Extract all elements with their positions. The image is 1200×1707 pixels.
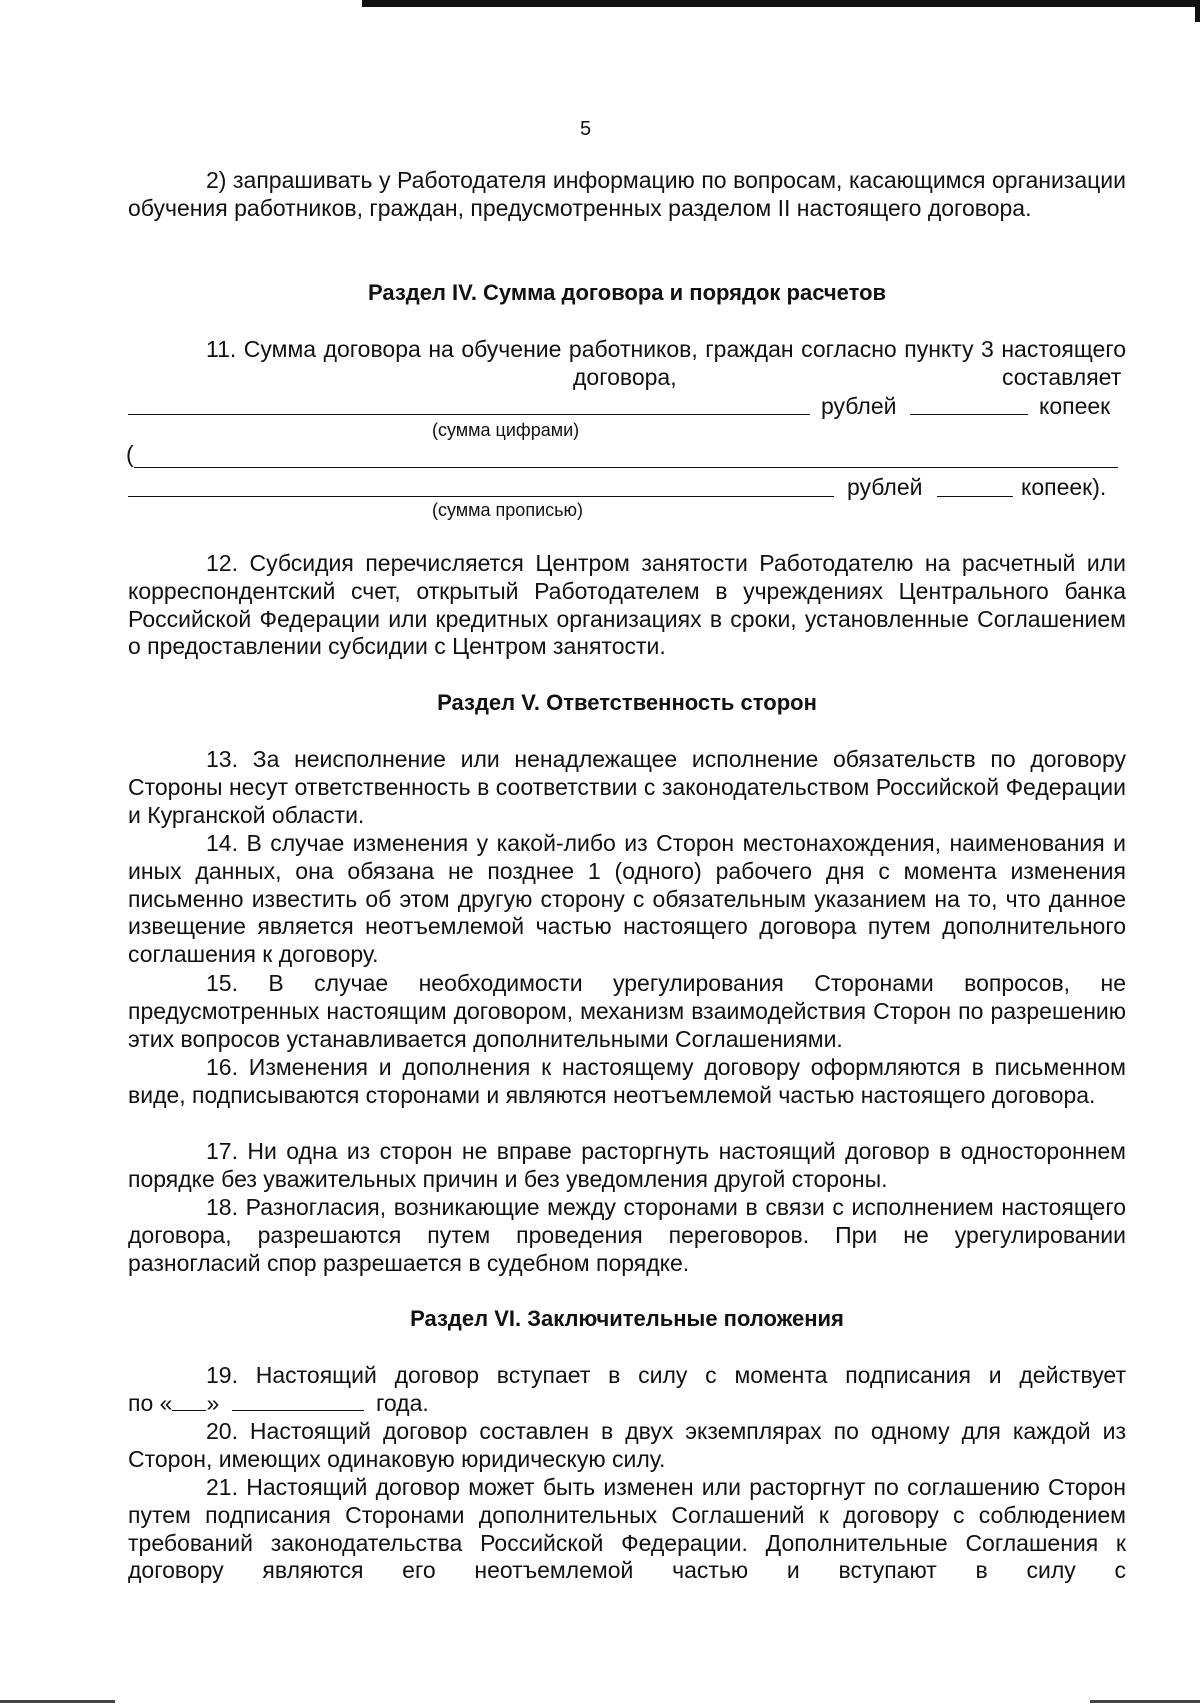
item-19-quote: » [206,1390,220,1416]
item-19-po: по « [128,1390,173,1416]
scan-edge-bottom-left [0,1700,115,1703]
item-19-date-line [128,1390,429,1416]
sum-digits-line [128,414,810,415]
kopecks-words-line [937,496,1013,497]
kopecks-digits-line [910,414,1028,415]
paragraph-item-12: 12. Субсидия перечисляется Центром занятости Работодателю на расчетный или корреспондентский счет, открытый Работодателем в учреждениях Центрального банка Российской Федерации или кредитных организациях в сроки, установленные Соглашением о предоставлении субсидии с Центром занятости. [128,550,1126,660]
rubles-label-2: рублей [847,474,923,500]
word-makes: составляет [1002,364,1122,390]
scan-edge-right [1195,0,1200,22]
paragraph-item-11: 11. Сумма договора на обучение работников, граждан согласно пункту 3 настоящего [206,336,1126,362]
rubles-label-1: рублей [821,393,897,419]
month-blank [232,1392,364,1411]
paragraph-item-14: 14. В случае изменения у какой-либо из Сторон местонахождения, наименования и иных данных, она обязана не позднее 1 (одного) рабочего дня с момента изменения письменно известить об этом другую сторону с обязательным указанием на то, что данное извещение является неотъемлемой частью настоящего договора путем дополнительного соглашения к договору. [128,830,1126,968]
scan-edge-bottom-right [1090,1700,1200,1703]
kopecks-label-1: копеек [1039,393,1111,419]
scan-edge-top [362,0,1200,7]
sum-words-caption: (сумма прописью) [432,500,583,520]
paragraph-item-16: 16. Изменения и дополнения к настоящему договору оформляются в письменном виде, подписываются сторонами и являются неотъемлемой частью настоящего договора. [128,1054,1126,1108]
open-paren: ( [126,441,134,467]
sum-words-line-2 [128,496,834,497]
paragraph-item-19: 19. Настоящий договор вступает в силу с момента подписания и действует [206,1362,1126,1388]
section-5-title: Раздел V. Ответственность сторон [437,690,817,715]
paragraph-item-2: 2) запрашивать у Работодателя информацию по вопросам, касающимся организации обучения работников, граждан, предусмотренных разделом II настоящего договора. [128,167,1126,221]
paragraph-item-20: 20. Настоящий договор составлен в двух экземплярах по одному для каждой из Сторон, имеющих одинаковую юридическую силу. [128,1418,1126,1472]
kopecks-close-label: копеек). [1021,474,1107,500]
section-6-title: Раздел VI. Заключительные положения [410,1306,844,1331]
paragraph-item-18: 18. Разногласия, возникающие между сторонами в связи с исполнением настоящего договора, разрешаются путем проведения переговоров. При не урегулировании разногласий спор разрешается в судебном порядке. [128,1194,1126,1276]
word-contract: договора, [573,364,677,390]
item-19-year: года. [376,1390,429,1416]
paragraph-item-21: 21. Настоящий договор может быть изменен или расторгнут по соглашению Сторон путем подписания Сторонами дополнительных Соглашений к договору с соблюдением требований законодательства Российской Федерации. Дополнительные Соглашения к договору являются его неотъемлемой частью и вступают в силу с [128,1474,1126,1584]
section-4-title: Раздел IV. Сумма договора и порядок расчетов [367,280,887,305]
sum-digits-caption: (сумма цифрами) [432,420,580,440]
paragraph-item-13: 13. За неисполнение или ненадлежащее исполнение обязательств по договору Стороны несут ответственность в соответствии с законодательством Российской Федерации и Курганской области. [128,746,1126,828]
paragraph-item-15: 15. В случае необходимости урегулирования Сторонами вопросов, не предусмотренных настоящим договором, механизм взаимодействия Сторон по разрешению этих вопросов устанавливается дополнительными Соглашениями. [128,970,1126,1052]
page-number: 5 [580,118,592,140]
sum-words-line-1 [134,467,1118,468]
paragraph-item-17: 17. Ни одна из сторон не вправе расторгнуть настоящий договор в одностороннем порядке без уважительных причин и без уведомления другой стороны. [128,1138,1126,1192]
day-blank [172,1392,206,1411]
